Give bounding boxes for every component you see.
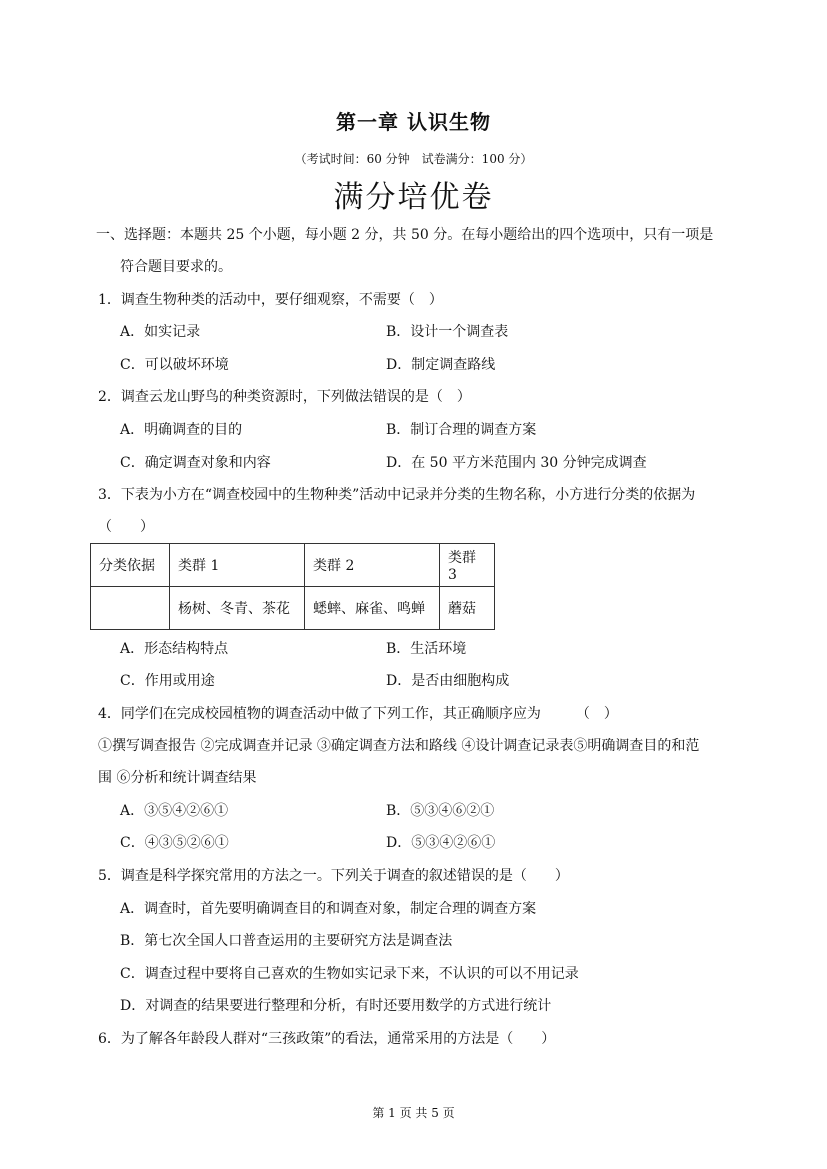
question-4-steps: ①撰写调查报告 ②完成调查并记录 ③确定调查方法和路线 ④设计调查记录表⑤明确调查目的和范 bbox=[98, 738, 700, 754]
table-header-row bbox=[91, 544, 495, 587]
q2-option-a: A．明确调查的目的 bbox=[120, 422, 243, 438]
question-1-stem: 1．调查生物种类的活动中，要仔细观察，不需要（ ） bbox=[98, 292, 443, 308]
q2-option-c: C．确定调查对象和内容 bbox=[120, 455, 271, 471]
question-2-stem: 2．调查云龙山野鸟的种类资源时，下列做法错误的是（ ） bbox=[98, 389, 471, 405]
paper-title: 满分培优卷 bbox=[333, 180, 494, 215]
q4-option-d: D．⑤③④②⑥① bbox=[386, 835, 496, 851]
q3-option-d: D．是否由细胞构成 bbox=[386, 673, 510, 689]
q5-option-b: B．第七次全国人口普查运用的主要研究方法是调查法 bbox=[120, 933, 453, 949]
question-3-stem: 3．下表为小方在“调查校园中的生物种类”活动中记录并分类的生物名称，小方进行分类的依据为 bbox=[98, 487, 696, 503]
chapter-title: 第一章 认识生物 bbox=[336, 110, 491, 134]
q2-option-b: B．制订合理的调查方案 bbox=[386, 422, 537, 438]
page-number: 第 1 页 共 5 页 bbox=[372, 1106, 455, 1120]
q1-option-c: C．可以破坏环境 bbox=[120, 357, 229, 373]
q4-option-c: C．④③⑤②⑥① bbox=[120, 835, 229, 851]
section-heading: 一、选择题：本题共 25 个小题，每小题 2 分，共 50 分。在每小题给出的四个选项中，只有一项是 bbox=[96, 227, 714, 243]
question-5-stem: 5．调查是科学探究常用的方法之一。下列关于调查的叙述错误的是（ ） bbox=[98, 868, 569, 884]
q2-option-d: D．在 50 平方米范围内 30 分钟完成调查 bbox=[386, 455, 647, 471]
q4-option-b: B．⑤③④⑥②① bbox=[386, 803, 495, 819]
q5-option-c: C．调查过程中要将自己喜欢的生物如实记录下来，不认识的可以不用记录 bbox=[120, 966, 579, 982]
table-cell: 分类依据 bbox=[91, 544, 170, 587]
q1-option-a: A．如实记录 bbox=[120, 324, 201, 340]
question-4-steps-cont: 围 ⑥分析和统计调查结果 bbox=[98, 770, 257, 786]
q5-option-a: A．调查时，首先要明确调查目的和调查对象，制定合理的调查方案 bbox=[120, 901, 537, 917]
table-cell: 类群 3 bbox=[440, 544, 495, 587]
q5-option-d: D．对调查的结果要进行整理和分析，有时还要用数学的方式进行统计 bbox=[120, 998, 552, 1014]
q3-option-b: B．生活环境 bbox=[386, 641, 467, 657]
table-cell bbox=[91, 587, 170, 630]
q3-option-c: C．作用或用途 bbox=[120, 673, 215, 689]
q4-option-a: A．③⑤④②⑥① bbox=[120, 803, 229, 819]
question-4-stem: 4．同学们在完成校园植物的调查活动中做了下列工作，其正确顺序应为 （ ） bbox=[98, 706, 618, 722]
table-cell: 杨树、冬青、茶花 bbox=[170, 587, 305, 630]
table-row bbox=[91, 587, 495, 630]
exam-info: （考试时间：60 分钟 试卷满分：100 分） bbox=[294, 152, 533, 166]
table-cell: 蟋蟀、麻雀、鸣蝉 bbox=[305, 587, 440, 630]
table-cell: 类群 1 bbox=[170, 544, 305, 587]
q1-option-d: D．制定调查路线 bbox=[386, 357, 496, 373]
classification-table bbox=[90, 543, 495, 630]
q1-option-b: B．设计一个调查表 bbox=[386, 324, 509, 340]
question-6-stem: 6．为了解各年龄段人群对“三孩政策”的看法，通常采用的方法是（ ） bbox=[98, 1031, 556, 1047]
table-cell: 蘑菇 bbox=[440, 587, 495, 630]
table-cell: 类群 2 bbox=[305, 544, 440, 587]
question-3-stem-cont: （ ） bbox=[98, 519, 154, 535]
section-heading-cont: 符合题目要求的。 bbox=[120, 259, 232, 275]
q3-option-a: A．形态结构特点 bbox=[120, 641, 229, 657]
